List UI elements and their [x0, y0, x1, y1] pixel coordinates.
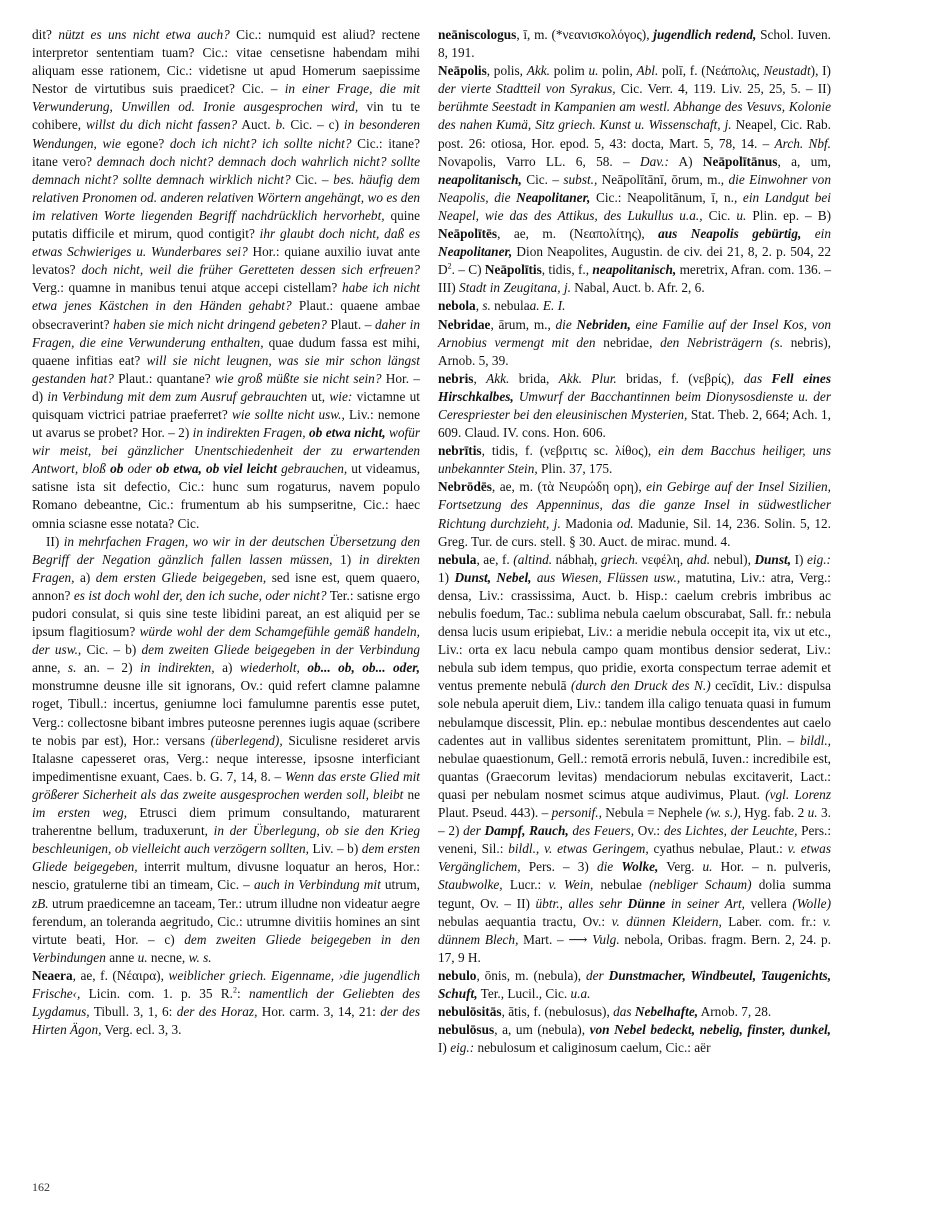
- left-column: [32, 26, 420, 1039]
- dictionary-entry: nebulo, ōnis, m. (nebula), der Dunstmacher, Windbeutel, Taugenichts, Schuft, Ter., Lucil., Cic. u.a.: [438, 967, 832, 1001]
- dictionary-entry: nebula, ae, f. (altind. nábhaḥ, griech. νεφέλη, ahd. nebul), Dunst, I) eig.: 1) Dunst, Nebel, aus Wiesen, Flüssen usw., matutina, Liv.: atra, Verg.: densa, Liv.: crassissima, Auct. b. Hisp.: caelum crebris imbribus ac nebulis foedum, Tac.: sublima nebula caelum obscurabat, Sall. fr.: nebula densa lucis usum eripiebat, Liv.: a meridie nebula occepit ita, vix ut etc., Liv.: orta ex lacu nebula campo quam montibus densior sederat, Liv.: nebula sub idem tempus, quo pridie, exorta conspectum terrae ademit et ventus premente nebulā (durch den Druck des N.) cecīdit, Liv.: dispulsa sole nebula aperuit diem, Liv.: tandem illa caligo tenuata quasi in fumum nebulamque discessit, Plin. ep.: nebulae montibus descendentes aut caelo cadentes aut in vallibus sidentes serenitatem promittunt, Plin. – bildl., nebulae quaestionum, Gell.: remotā erroris nebulā, Iuven.: incredibile est, quantas (Graecorum levitas) mendaciorum nebulas excitaverit, Lact.: quasi per nebulam nosmet scimus atque audivimus, Plaut. (vgl. Lorenz Plaut. Pseud. 443). – personif., Nebula = Nephele (w. s.), Hyg. fab. 2 u. 3. – 2) der Dampf, Rauch, des Feuers, Ov.: des Lichtes, der Leuchte, Pers.: veneni, Sil.: bildl., v. etwas Geringem, cyathus nebulae, Plaut.: v. etwas Vergänglichem, Pers. – 3) die Wolke, Verg. u. Hor. – n. pulveris, Staubwolke, Lucr.: v. Wein, nebulae (nebliger Schaum) dolia summa tegunt, Ov. – II) übtr., alles sehr Dünne in seiner Art, vellera (Wolle) nebulas aequantia tractu, Ov.: v. dünnen Kleidern, Laber. com. fr.: v. dünnem Blech, Mart. – ⟶ Vulg. nebola, Oribas. fragm. Bern. 2, 24. p. 17, 9 H.: [438, 551, 832, 965]
- dictionary-entry: Nebrōdēs, ae, m. (τὰ Νευρώδη ορη), ein Gebirge auf der Insel Sizilien, Fortsetzung des Appenninus, das die ganze Insel in südwestlicher Richtung durchzieht, j. Madonia od. Madunie, Sil. 14, 236. Solin. 5, 12. Greg. Tur. de curs. stell. § 30. Auct. de mirac. mund. 4.: [438, 479, 832, 549]
- dictionary-entry: Neaera, ae, f. (Νέαιρα), weiblicher griech. Eigenname, ›die jugendlich Frische‹, Licin. com. 1. p. 35 R.$^2$: namentlich der Geliebten des Lygdamus, Tibull. 3, 1, 6: der des Horaz, Hor. carm. 3, 14, 21: der des Hirten Ägon, Verg. ecl. 3, 3.: [32, 967, 421, 1038]
- dictionary-entry: neāniscologus, ī, m. (*νεανισκολόγος), jugendlich redend, Schol. Iuven. 8, 191.: [438, 27, 831, 61]
- dictionary-entry: nebrītis, tidis, f. (νεβριτις sc. λίθος), ein dem Bacchus heiliger, uns unbekannter Stein, Plin. 37, 175.: [438, 443, 832, 477]
- page-number: 162: [32, 1180, 50, 1194]
- dictionary-entry: nebulōsus, a, um (nebula), von Nebel bedeckt, nebelig, finster, dunkel, I) eig.: nebulosum et caliginosum caelum, Cic.: aër: [438, 1022, 831, 1056]
- dictionary-entry: nebulōsitās, ātis, f. (nebulosus), das Nebelhafte, Arnob. 7, 28.: [438, 1004, 772, 1020]
- dictionary-entry: Nebridae, ārum, m., die Nebriden, eine Familie auf der Insel Kos, von Arnobius vermengt mit den nebridae, den Nebristrägern (s. nebris), Arnob. 5, 39.: [438, 316, 832, 368]
- dictionary-entry: II) in mehrfachen Fragen, wo wir in der deutschen Übersetzung den Begriff der Negation gänzlich fallen lassen müssen, 1) in direkten Fragen, a) dem ersten Gliede beigegeben, sed isne est, quem quaero, annon? es ist doch wohl der, den ich suche, oder nicht? Ter.: satisne ergo pudori consulat, si quis sine teste libidini pareat, an est aliquid per se ipsum flagitiosum? würde wohl der dem Schamgefühle gemäß handeln, der usw., Cic. – b) dem zweiten Gliede beigegeben in der Verbindung anne, s. an. – 2) in indirekten, a) wiederholt, ob... ob, ob... oder, monstrumne deusne ille sit ignorans, Ov.: quid refert clamne palamne roget, Tibull.: incertus, geniumne loci famulumne parentis esse putet, Verg.: collectosne bibant imbres puteosne perennes iugis aquae (scribere te nobis par est), Hor.: versans (überlegend), Siculisne resideret arvis Italasne capesseret oras, Verg.: neque interesse, ipsosne interficiant impedimentisne exuant, Caes. b. G. 7, 14, 8. – Wenn das erste Glied mit größerer Sicherheit als das zweite ausgesprochen werden soll, bleibt ne im ersten weg, Etrusci diem primum consultando, maturarent traherentne bellum, traduxerunt, in der Überlegung, ob sie den Krieg beschleunigen, ob vielleicht auch verzögern sollten, Liv. – b) dem ersten Gliede beigegeben, interrit multum, divusne loquatur an heros, Hor.: nescio, gratulerne tibi an timeam, Cic. – auch in Verbindung mit utrum, zB. utrum praedicemne an taceam, Ter.: utrum illudne non videatur aegre ferendum, an toleranda aegritudo, Cic.: utrumne divitiis homines an sint virtute beati, Hor. – c) dem zweiten Gliede beigegeben in den Verbindungen anne u. necne, w. s.: [32, 533, 421, 965]
- right-column: [438, 26, 831, 1057]
- dictionary-entry: Neāpolis, polis, Akk. polim u. polin, Abl. polī, f. (Νεάπολις, Neustadt), I) der vierte Stadtteil von Syrakus, Cic. Verr. 4, 119. Liv. 25, 25, 5. – II) berühmte Seestadt in Kampanien am westl. Abhange des Vesuvs, Kolonie des nahen Kumä, Sitz griech. Kunst u. Wissenschaft, j. Neapel, Cic. Rab. post. 26: otiosa, Hor. epod. 5, 43: docta, Mart. 5, 78, 14. – Arch. Nbf. Novapolis, Varro LL. 6, 58. – Dav.: A) Neāpolītānus, a, um, neapolitanisch, Cic. – subst., Neāpolītānī, ōrum, m., die Einwohner von Neapolis, die Neapolitaner, Cic.: Neapolitānum, ī, n., ein Landgut bei Neapel, wie das des Attikus, des Lukullus u.a., Cic. u. Plin. ep. – B) Neāpolītēs, ae, m. (Νεαπολίτης), aus Neapolis gebürtig, ein Neapolitaner, Dion Neapolites, Augustin. de civ. dei 21, 8, 2. p. 504, 22 $D^2$. – C) Neāpolītis, tidis, f., neapolitanisch, meretrix, Afran. com. 136. – III) Stadt in Zeugitana, j. Nabal, Auct. b. Afr. 2, 6.: [438, 63, 832, 296]
- dictionary-entry: nebola, s. nebulaa. E. I.: [438, 298, 566, 314]
- dictionary-entry: dit? nützt es uns nicht etwa auch? Cic.: numquid est aliud? rectene interpretor sententiam tuam? Cic.: vitae censetisne habendam mihi aliquam esse rationem, Cic.: videtisne ut apud Homerum saepissime Nestor de virtutibus suis praedicet? Cic. – in einer Frage, die mit Verwunderung, Unwillen od. Ironie ausgesprochen wird, vin tu te cohibere, willst du dich nicht fassen? Auct. b. Cic. – c) in besonderen Wendungen, wie egone? doch ich nicht? ich sollte nicht? Cic.: itane? itane vero? demnach doch nicht? demnach doch wahrlich nicht? sollte demnach nicht? sollte demnach wirklich nicht? Cic. – bes. häufig dem relativen Pronomen od. anderen relativen Wörtern angehängt, wo es den im relativen Worte liegenden Begriff nachdrücklich hervorhebt, quine putatis difficile et mirum, quod contigit? ihr glaubt doch nicht, daß es etwas Schwieriges u. Wunderbares sei? Hor.: quiane auxilio iuvat ante levatos? doch nicht, weil die früher Geretteten dessen sich erfreuen? Verg.: quamne in manibus tenui atque accepi cistellam? habe ich nicht etwa jenes Kästchen in den Händen gehabt? Plaut.: quaene ambae obsecraverint? haben sie mich nicht dringend gebeten? Plaut. – daher in Fragen, die eine Verwunderung enthalten, quae dudum fassa est mihi, quaene infitias eat? will sie nicht leugnen, was sie mir schon längst gestanden hat? Plaut.: quantane? wie groß müßte sie nicht sein? Hor. – d) in Verbindung mit dem zum Ausruf gebrauchten ut, wie: victamne ut quisquam victrici patriae praeferret? wie sollte nicht usw., Liv.: nemone ut avarus se probet? Hor. – 2) in indirekten Fragen, ob etwa nicht, wofür wir meist, bei gänzlicher Unentschiedenheit der zu erwartenden Antwort, bloß ob oder ob etwa, ob viel leicht gebrauchen, ut videamus, satisne ista sit defectio, Cic.: hunc sum rogaturus, navem populo Romano debeantne, Cic.: frumentum ab his sumpseritne, Cic.: haec omnia sciasne esse notata? Cic.: [32, 27, 421, 531]
- dictionary-entry: nebris, Akk. brida, Akk. Plur. bridas, f. (νεβρίς), das Fell eines Hirschkalbes, Umwurf der Bacchantinnen beim Dionysosdienste u. der Cerespriester bei den eleusinischen Mysterien, Stat. Theb. 2, 664; Ach. 1, 609. Claud. IV. cons. Hon. 606.: [438, 370, 832, 441]
